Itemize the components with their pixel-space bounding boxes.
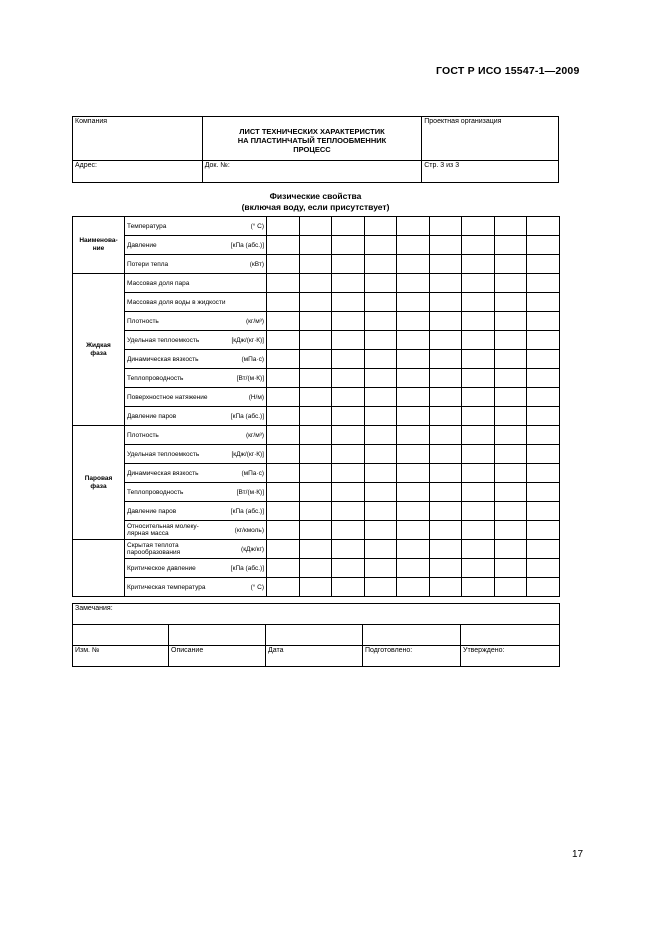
property-unit: (° С) (250, 222, 264, 230)
value-cell[interactable] (364, 236, 397, 255)
value-cell[interactable] (527, 350, 560, 369)
property-name: Плотность (127, 431, 159, 439)
property-row (73, 426, 560, 445)
value-cell[interactable] (527, 388, 560, 407)
value-cell[interactable] (494, 464, 527, 483)
value-cell[interactable] (397, 483, 430, 502)
value-cell[interactable] (364, 521, 397, 540)
description-cell[interactable] (169, 625, 266, 646)
value-cell[interactable] (299, 293, 332, 312)
property-label-cell (125, 312, 267, 331)
property-unit: (кДж/кг) (241, 545, 264, 553)
property-label-cell (125, 293, 267, 312)
value-cell[interactable] (429, 293, 462, 312)
value-cell[interactable] (494, 293, 527, 312)
property-label-cell (125, 502, 267, 521)
value-cell[interactable] (429, 502, 462, 521)
property-row (73, 255, 560, 274)
property-label-cell (125, 464, 267, 483)
property-unit: (Н/м) (248, 393, 264, 401)
value-cell[interactable] (332, 350, 365, 369)
value-cell[interactable] (267, 540, 300, 559)
group-label (73, 540, 125, 597)
value-cell[interactable] (267, 426, 300, 445)
property-name: Критическая температура (127, 583, 206, 591)
group-label: Наименова- ние (73, 217, 125, 274)
design-org-label: Проектная организация (424, 118, 502, 125)
value-cell[interactable] (494, 388, 527, 407)
value-cell[interactable] (364, 293, 397, 312)
doc-no-field[interactable] (202, 161, 422, 183)
value-cell[interactable] (332, 407, 365, 426)
value-cell[interactable] (299, 464, 332, 483)
value-cell[interactable] (462, 293, 495, 312)
value-cell[interactable] (494, 502, 527, 521)
property-label-cell (125, 445, 267, 464)
value-cell[interactable] (364, 217, 397, 236)
value-cell[interactable] (364, 274, 397, 293)
property-name: Теплопроводность (127, 488, 184, 496)
value-cell[interactable] (494, 350, 527, 369)
value-cell[interactable] (332, 540, 365, 559)
value-cell[interactable] (364, 540, 397, 559)
value-cell[interactable] (494, 540, 527, 559)
value-cell[interactable] (364, 426, 397, 445)
value-cell[interactable] (267, 445, 300, 464)
property-row (73, 559, 560, 578)
value-cell[interactable] (267, 559, 300, 578)
property-unit: [Вт/(м·К)] (236, 488, 264, 496)
value-cell[interactable] (364, 369, 397, 388)
value-cell[interactable] (527, 578, 560, 597)
value-cell[interactable] (332, 578, 365, 597)
standard-number: ГОСТ Р ИСО 15547-1—2009 (436, 65, 580, 77)
property-unit: [кПа (абс.)] (230, 241, 264, 249)
company-field[interactable] (73, 117, 203, 161)
value-cell[interactable] (429, 350, 462, 369)
property-row (73, 388, 560, 407)
value-cell[interactable] (299, 255, 332, 274)
value-cell[interactable] (267, 274, 300, 293)
value-cell[interactable] (299, 217, 332, 236)
value-cell[interactable] (494, 312, 527, 331)
value-cell[interactable] (527, 540, 560, 559)
property-row (73, 350, 560, 369)
value-cell[interactable] (494, 369, 527, 388)
value-cell[interactable] (299, 274, 332, 293)
value-cell[interactable] (494, 578, 527, 597)
property-row (73, 502, 560, 521)
value-cell[interactable] (429, 369, 462, 388)
value-cell[interactable] (397, 274, 430, 293)
value-cell[interactable] (267, 350, 300, 369)
title-line-2: НА ПЛАСТИНЧАТЫЙ ТЕПЛООБМЕННИК (237, 135, 387, 145)
value-cell[interactable] (397, 464, 430, 483)
property-label-cell (125, 350, 267, 369)
value-cell[interactable] (332, 369, 365, 388)
address-label: Адрес: (75, 162, 97, 169)
value-cell[interactable] (462, 312, 495, 331)
property-label-cell (125, 426, 267, 445)
revision-label: Изм. № (73, 646, 169, 667)
value-cell[interactable] (364, 255, 397, 274)
property-row (73, 312, 560, 331)
property-label-cell (125, 559, 267, 578)
property-unit: [кПа (абс.)] (230, 412, 264, 420)
company-label: Компания (75, 118, 108, 125)
property-unit: (мПа·с) (241, 355, 264, 363)
value-cell[interactable] (429, 540, 462, 559)
value-cell[interactable] (527, 559, 560, 578)
value-cell[interactable] (332, 274, 365, 293)
value-cell[interactable] (527, 369, 560, 388)
property-label-cell (125, 255, 267, 274)
value-cell[interactable] (332, 445, 365, 464)
property-unit: [кДж/(кг·К)] (231, 336, 264, 344)
value-cell[interactable] (462, 521, 495, 540)
value-cell[interactable] (494, 255, 527, 274)
value-cell[interactable] (527, 293, 560, 312)
property-unit: (кВт) (249, 260, 264, 268)
property-unit: (кг/кмоль) (234, 526, 264, 534)
description-label: Описание (169, 646, 266, 667)
date-cell[interactable] (266, 625, 363, 646)
form-title (202, 117, 422, 161)
property-label-cell (125, 331, 267, 350)
page-indicator (422, 161, 559, 183)
property-name: Плотность (127, 317, 159, 325)
value-cell[interactable] (267, 255, 300, 274)
value-cell[interactable] (267, 236, 300, 255)
value-cell[interactable] (462, 388, 495, 407)
value-cell[interactable] (299, 236, 332, 255)
value-cell[interactable] (332, 388, 365, 407)
value-cell[interactable] (364, 559, 397, 578)
value-cell[interactable] (267, 464, 300, 483)
property-label-cell (125, 578, 267, 597)
value-cell[interactable] (462, 540, 495, 559)
property-name: Массовая доля воды в жидкости (127, 298, 226, 306)
property-name: Динамическая вязкость (127, 469, 199, 477)
value-cell[interactable] (429, 388, 462, 407)
value-cell[interactable] (397, 293, 430, 312)
value-cell[interactable] (527, 331, 560, 350)
value-cell[interactable] (267, 521, 300, 540)
property-label-cell (125, 236, 267, 255)
property-row (73, 540, 560, 559)
value-cell[interactable] (397, 331, 430, 350)
value-cell[interactable] (332, 236, 365, 255)
value-cell[interactable] (397, 559, 430, 578)
value-cell[interactable] (299, 331, 332, 350)
value-cell[interactable] (397, 312, 430, 331)
value-cell[interactable] (299, 388, 332, 407)
value-cell[interactable] (397, 388, 430, 407)
value-cell[interactable] (332, 331, 365, 350)
value-cell[interactable] (429, 445, 462, 464)
value-cell[interactable] (299, 578, 332, 597)
property-label-cell (125, 540, 267, 559)
value-cell[interactable] (299, 350, 332, 369)
value-cell[interactable] (397, 255, 430, 274)
value-cell[interactable] (397, 350, 430, 369)
value-cell[interactable] (267, 502, 300, 521)
value-cell[interactable] (299, 559, 332, 578)
value-cell[interactable] (527, 521, 560, 540)
property-name: Удельная теплоемкость (127, 336, 200, 344)
value-cell[interactable] (397, 369, 430, 388)
value-cell[interactable] (494, 521, 527, 540)
title-line-1: ЛИСТ ТЕХНИЧЕСКИХ ХАРАКТЕРИСТИК (239, 126, 385, 136)
prepared-cell[interactable] (363, 625, 461, 646)
section-subtitle: (включая воду, если присутствует) (241, 202, 390, 212)
value-cell[interactable] (332, 521, 365, 540)
value-cell[interactable] (527, 407, 560, 426)
property-name: Давление паров (127, 507, 177, 515)
property-unit: [кПа (абс.)] (230, 507, 264, 515)
approved-label: Утверждено: (461, 646, 560, 667)
value-cell[interactable] (364, 445, 397, 464)
section-title-text: Физические свойства (269, 191, 362, 201)
value-cell[interactable] (364, 407, 397, 426)
property-label-cell (125, 388, 267, 407)
value-cell[interactable] (462, 236, 495, 255)
value-cell[interactable] (462, 445, 495, 464)
value-cell[interactable] (267, 578, 300, 597)
value-cell[interactable] (332, 559, 365, 578)
value-cell[interactable] (494, 426, 527, 445)
value-cell[interactable] (527, 274, 560, 293)
value-cell[interactable] (527, 255, 560, 274)
notes-field[interactable] (73, 604, 560, 625)
value-cell[interactable] (429, 464, 462, 483)
notes-label: Замечания: (75, 605, 113, 612)
property-label-cell (125, 407, 267, 426)
value-cell[interactable] (494, 407, 527, 426)
value-cell[interactable] (494, 236, 527, 255)
property-unit: [кПа (абс.)] (230, 564, 264, 572)
value-cell[interactable] (267, 407, 300, 426)
title-line-3: ПРОЦЕСС (293, 144, 331, 154)
value-cell[interactable] (267, 369, 300, 388)
property-row (73, 293, 560, 312)
property-unit: (мПа·с) (241, 469, 264, 477)
value-cell[interactable] (527, 217, 560, 236)
design-org-field[interactable] (422, 117, 559, 161)
property-row (73, 578, 560, 597)
property-row (73, 274, 560, 293)
value-cell[interactable] (267, 217, 300, 236)
value-cell[interactable] (267, 388, 300, 407)
value-cell[interactable] (397, 521, 430, 540)
value-cell[interactable] (462, 274, 495, 293)
property-unit: (° С) (250, 583, 264, 591)
approved-cell[interactable] (461, 625, 560, 646)
property-row (73, 407, 560, 426)
property-row (73, 464, 560, 483)
property-row (73, 217, 560, 236)
value-cell[interactable] (462, 331, 495, 350)
property-name: Температура (127, 222, 167, 230)
property-name: Относительная молеку- лярная масса (127, 523, 199, 537)
group-label: Паровая фаза (73, 426, 125, 540)
value-cell[interactable] (397, 578, 430, 597)
value-cell[interactable] (429, 331, 462, 350)
notes-table (72, 603, 560, 667)
property-label-cell (125, 369, 267, 388)
value-cell[interactable] (429, 578, 462, 597)
value-cell[interactable] (429, 426, 462, 445)
property-name: Теплопроводность (127, 374, 184, 382)
property-name: Динамическая вязкость (127, 355, 199, 363)
value-cell[interactable] (462, 464, 495, 483)
value-cell[interactable] (429, 483, 462, 502)
value-cell[interactable] (494, 559, 527, 578)
property-name: Давление паров (127, 412, 177, 420)
value-cell[interactable] (397, 426, 430, 445)
page-number: 17 (572, 849, 584, 860)
value-cell[interactable] (299, 483, 332, 502)
doc-no-label: Док. №: (204, 162, 230, 169)
property-name: Потери тепла (127, 260, 169, 268)
value-cell[interactable] (462, 502, 495, 521)
value-cell[interactable] (494, 331, 527, 350)
property-name: Массовая доля пара (127, 279, 190, 287)
date-label: Дата (266, 646, 363, 667)
value-cell[interactable] (494, 217, 527, 236)
value-cell[interactable] (462, 426, 495, 445)
value-cell[interactable] (332, 426, 365, 445)
value-cell[interactable] (527, 445, 560, 464)
value-cell[interactable] (429, 255, 462, 274)
value-cell[interactable] (364, 483, 397, 502)
property-row (73, 445, 560, 464)
property-unit: (кг/м³) (246, 317, 264, 325)
value-cell[interactable] (462, 483, 495, 502)
value-cell[interactable] (332, 483, 365, 502)
value-cell[interactable] (429, 312, 462, 331)
revision-cell[interactable] (73, 625, 169, 646)
value-cell[interactable] (494, 483, 527, 502)
group-label: Жидкая фаза (73, 274, 125, 426)
value-cell[interactable] (429, 559, 462, 578)
value-cell[interactable] (267, 293, 300, 312)
value-cell[interactable] (429, 236, 462, 255)
value-cell[interactable] (494, 274, 527, 293)
property-row (73, 521, 560, 540)
value-cell[interactable] (364, 578, 397, 597)
property-row (73, 236, 560, 255)
value-cell[interactable] (462, 578, 495, 597)
value-cell[interactable] (429, 407, 462, 426)
value-cell[interactable] (364, 464, 397, 483)
value-cell[interactable] (332, 312, 365, 331)
value-cell[interactable] (299, 426, 332, 445)
value-cell[interactable] (397, 445, 430, 464)
value-cell[interactable] (494, 445, 527, 464)
value-cell[interactable] (527, 502, 560, 521)
value-cell[interactable] (462, 350, 495, 369)
value-cell[interactable] (299, 445, 332, 464)
value-cell[interactable] (364, 388, 397, 407)
form-header (72, 116, 559, 183)
property-label-cell (125, 483, 267, 502)
value-cell[interactable] (429, 521, 462, 540)
value-cell[interactable] (429, 274, 462, 293)
property-row (73, 369, 560, 388)
property-name: Критическое давление (127, 564, 196, 572)
value-cell[interactable] (397, 236, 430, 255)
value-cell[interactable] (527, 426, 560, 445)
property-name: Давление (127, 241, 157, 249)
property-row (73, 483, 560, 502)
value-cell[interactable] (527, 236, 560, 255)
value-cell[interactable] (397, 217, 430, 236)
value-cell[interactable] (397, 407, 430, 426)
value-cell[interactable] (299, 521, 332, 540)
value-cell[interactable] (299, 312, 332, 331)
value-cell[interactable] (332, 255, 365, 274)
value-cell[interactable] (299, 540, 332, 559)
value-cell[interactable] (267, 483, 300, 502)
value-cell[interactable] (267, 312, 300, 331)
property-label-cell (125, 274, 267, 293)
value-cell[interactable] (332, 464, 365, 483)
property-name: Поверхностное натяжение (127, 393, 208, 401)
value-cell[interactable] (364, 350, 397, 369)
value-cell[interactable] (299, 407, 332, 426)
property-name: Скрытая теплота парообразования (127, 542, 181, 556)
property-row (73, 331, 560, 350)
value-cell[interactable] (364, 312, 397, 331)
property-unit: [кДж/(кг·К)] (231, 450, 264, 458)
value-cell[interactable] (332, 502, 365, 521)
value-cell[interactable] (462, 559, 495, 578)
value-cell[interactable] (462, 217, 495, 236)
property-label-cell (125, 217, 267, 236)
address-field[interactable] (73, 161, 203, 183)
value-cell[interactable] (397, 502, 430, 521)
section-title (72, 191, 559, 213)
value-cell[interactable] (429, 217, 462, 236)
value-cell[interactable] (527, 483, 560, 502)
physical-properties-table (72, 216, 560, 597)
value-cell[interactable] (299, 369, 332, 388)
value-cell[interactable] (364, 502, 397, 521)
value-cell[interactable] (332, 217, 365, 236)
page-label: Стр. 3 из 3 (424, 162, 460, 169)
prepared-label: Подготовлено: (363, 646, 461, 667)
property-unit: [Вт/(м·К)] (236, 374, 264, 382)
value-cell[interactable] (397, 540, 430, 559)
value-cell[interactable] (527, 312, 560, 331)
property-label-cell (125, 521, 267, 540)
value-cell[interactable] (462, 255, 495, 274)
value-cell[interactable] (332, 293, 365, 312)
property-name: Удельная теплоемкость (127, 450, 200, 458)
property-unit: (кг/м³) (246, 431, 264, 439)
value-cell[interactable] (462, 369, 495, 388)
value-cell[interactable] (299, 502, 332, 521)
value-cell[interactable] (267, 331, 300, 350)
value-cell[interactable] (462, 407, 495, 426)
value-cell[interactable] (527, 464, 560, 483)
value-cell[interactable] (364, 331, 397, 350)
